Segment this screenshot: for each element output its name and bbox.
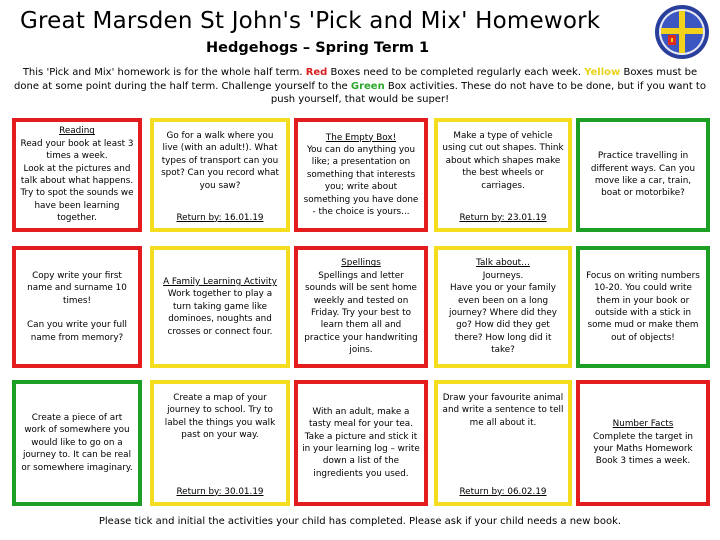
activity-card-journeys: Talk about… Journeys. Have you or your family even been on a long journey? Where did they go? How did they get there? How long did it take? — [434, 246, 572, 368]
footer-note: Please tick and initial the activities your child has completed. Please ask if your child needs a new book. — [98, 516, 622, 527]
activity-card-empty-box: The Empty Box! You can do anything you like; a presentation on something that interests you; write about something you have done - the choice is yours... — [294, 118, 428, 232]
school-crest-icon — [654, 4, 710, 60]
red-keyword: Red — [305, 67, 328, 78]
return-date: Return by: 16.01.19 — [176, 212, 264, 223]
activity-card-family-learning: A Family Learning Activity Work together to play a turn taking game like dominoes, noughts and crosses or connect four. — [150, 246, 290, 368]
card-heading: A Family Learning Activity — [163, 276, 277, 287]
activity-card-spellings: Spellings Spellings and letter sounds will be sent home weekly and tested on Friday. Try your best to learn them all and practice your handwriting joins. — [294, 246, 428, 368]
yellow-keyword: Yellow — [584, 67, 621, 78]
card-heading: Talk about… — [476, 258, 530, 269]
card-heading: Spellings — [341, 258, 381, 269]
activity-card-travelling: Practice travelling in different ways. Can you move like a car, train, boat or motorbike? — [576, 118, 710, 232]
return-date: Return by: 06.02.19 — [459, 486, 547, 497]
page-subtitle: Hedgehogs – Spring Term 1 — [206, 40, 430, 56]
activity-card-art-work: Create a piece of art work of somewhere you would like to go on a journey to. It can be real or somewhere imaginary. — [12, 380, 142, 506]
green-keyword: Green — [350, 80, 385, 92]
activity-card-reading: Reading Read your book at least 3 times a week. Look at the pictures and talk about what happens. Try to spot the sounds we have been learning together. — [12, 118, 142, 232]
intro-text: This 'Pick and Mix' homework is for the whole half term. Red Boxes need to be completed regularly each week. Yellow Boxes must be done at some point during the half term. Challenge yourself to the Green Box activities. These do not have to be done, but if you want to push yourself, that would be super! — [14, 67, 706, 105]
page-title: Great Marsden St John's 'Pick and Mix' Homework — [20, 8, 601, 34]
card-heading: The Empty Box! — [325, 132, 397, 143]
activity-card-numbers: Focus on writing numbers 10-20. You could write them in your book or outside with a stick in some mud or make them out of objects! — [576, 246, 710, 368]
activity-card-number-facts: Number Facts Complete the target in your Maths Homework Book 3 times a week. — [576, 380, 710, 506]
activity-card-vehicle: Make a type of vehicle using cut out shapes. Think about which shapes make the best wheels or carriages. Return by: 23.01.19 — [434, 118, 572, 232]
return-date: Return by: 30.01.19 — [176, 486, 264, 497]
activity-card-walk: Go for a walk where you live (with an adult!). What types of transport can you spot? Can you record what you saw? Return by: 16.01.19 — [150, 118, 290, 232]
activity-card-map: Create a map of your journey to school. Try to label the things you walk past on your way. Return by: 30.01.19 — [150, 380, 290, 506]
card-heading: Number Facts — [612, 419, 674, 430]
activity-card-tasty-meal: With an adult, make a tasty meal for your tea. Take a picture and stick it in your learning log – write down a list of the ingredients you used. — [294, 380, 428, 506]
card-heading: Reading — [59, 126, 95, 137]
activity-card-favourite-animal: Draw your favourite animal and write a sentence to tell me all about it. Return by: 06.02.19 — [434, 380, 572, 506]
return-date: Return by: 23.01.19 — [459, 212, 547, 223]
activity-card-name-writing: Copy write your first name and surname 10 times! Can you write your full name from memory? — [12, 246, 142, 368]
